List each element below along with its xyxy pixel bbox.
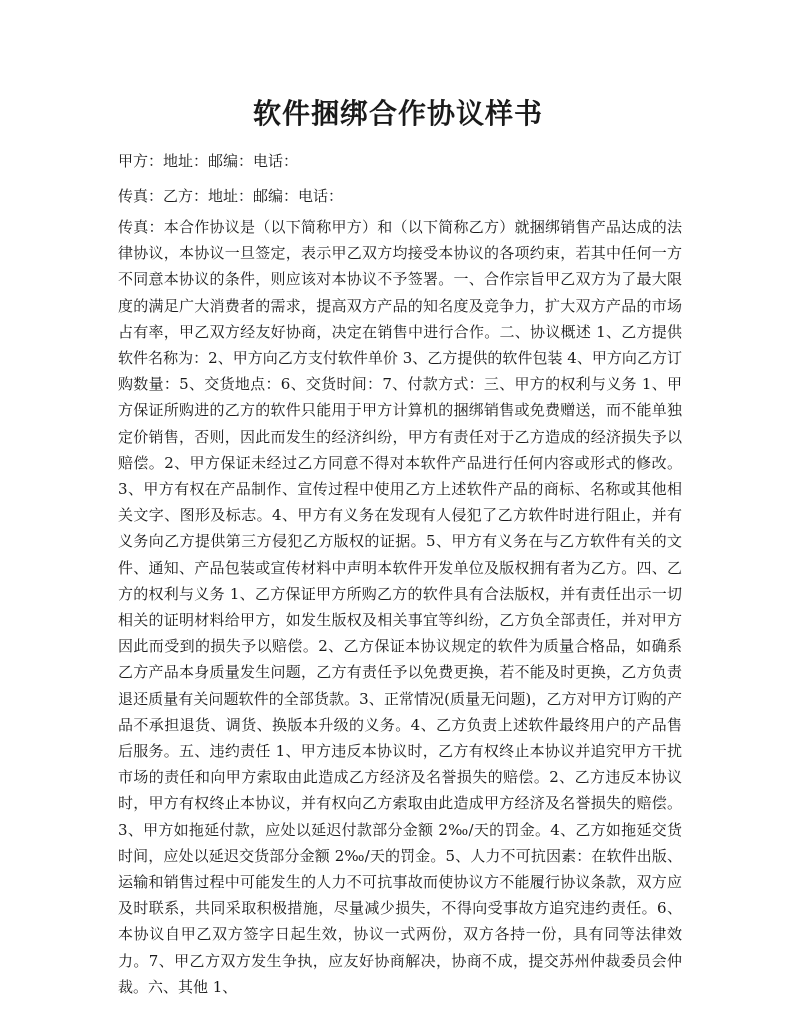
- document-title: 软件捆绑合作协议样书: [252, 97, 543, 130]
- agreement-body-text: 传真：本合作协议是（以下简称甲方）和（以下简称乙方）就捆绑销售产品达成的法律协议，本协议一旦签定，表示甲乙双方均接受本协议的各项约束，若其中任何一方不同意本协议的条件，则应该对本协议不予签署。一、合作宗旨甲乙双方为了最大限度的满足广大消费者的需求，提高双方产品的知名度及竞争力，扩大双方产品的市场占有率，甲乙双方经友好协商，决定在销售中进行合作。二、协议概述 1、乙方提供软件名称为：2、甲方向乙方支付软件单价 3、乙方提供的软件包装 4、甲方向乙方订购数量：5、交货地点：6、交货时间：7、付款方式：三、甲方的权利与义务 1、甲方保证所购进的乙方的软件只能用于甲方计算机的捆绑销售或免费赠送，而不能单独定价销售，否则，因此而发生的经济纠纷，甲方有责任对于乙方造成的经济损失予以赔偿。2、甲方保证未经过乙方同意不得对本软件产品进行任何内容或形式的修改。3、甲方有权在产品制作、宣传过程中使用乙方上述软件产品的商标、名称或其他相关文字、图形及标志。4、甲方有义务在发现有人侵犯了乙方软件时进行阻止，并有义务向乙方提供第三方侵犯乙方版权的证据。5、甲方有义务在与乙方软件有关的文件、通知、产品包装或宣传材料中声明本软件开发单位及版权拥有者为乙方。四、乙方的权利与义务 1、乙方保证甲方所购乙方的软件具有合法版权，并有责任出示一切相关的证明材料给甲方，如发生版权及相关事宜等纠纷，乙方负全部责任，并对甲方因此而受到的损失予以赔偿。2、乙方保证本协议规定的软件为质量合格品，如确系乙方产品本身质量发生问题，乙方有责任予以免费更换，若不能及时更换，乙方负责退还质量有关问题软件的全部货款。3、正常情况(质量无问题)，乙方对甲方订购的产品不承担退货、调货、换版本升级的义务。4、乙方负责上述软件最终用户的产品售后服务。五、违约责任 1、甲方违反本协议时，乙方有权终止本协议并追究甲方干扰市场的责任和向甲方索取由此造成乙方经济及名誉损失的赔偿。2、乙方违反本协议时，甲方有权终止本协议，并有权向乙方索取由此造成甲方经济及名誉损失的赔偿。3、甲方如拖延付款，应处以延迟付款部分金额 2‰/天的罚金。4、乙方如拖延交货时间，应处以延迟交货部分金额 2‰/天的罚金。5、人力不可抗因素：在软件出版、运输和销售过程中可能发生的人力不可抗事故而使协议方不能履行协议条款，双方应及时联系，共同采取积极措施，尽量减少损失，不得向受事故方追究违约责任。6、本协议自甲乙双方签字日起生效，协议一式两份，双方各持一份，具有同等法律效力。7、甲乙方双方发生争执，应友好协商解决，协商不成，提交苏州仲裁委员会仲裁。六、其他 1、: [118, 218, 682, 996]
- party-b-info-line: 传真：乙方：地址：邮编：电话：: [118, 187, 344, 205]
- party-a-info-line: 甲方：地址：邮编：电话：: [118, 152, 299, 170]
